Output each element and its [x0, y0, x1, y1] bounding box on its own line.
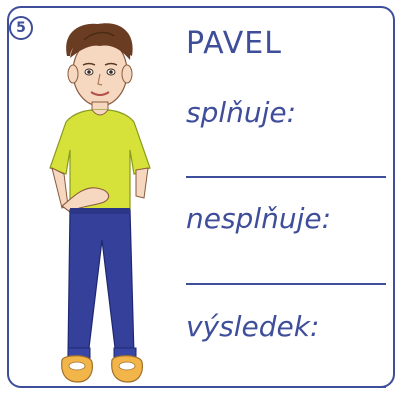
pupil-name: PAVEL	[186, 26, 282, 61]
label-meets: splňuje:	[186, 96, 297, 129]
answer-line-meets[interactable]	[186, 176, 386, 178]
number-badge-text: 5	[16, 20, 26, 36]
boy-illustration	[40, 10, 180, 390]
number-badge	[9, 16, 33, 40]
label-not-meets: nesplňuje:	[186, 202, 332, 235]
answer-line-not-meets[interactable]	[186, 283, 386, 285]
answer-line-result[interactable]	[186, 386, 386, 388]
label-result: výsledek:	[186, 310, 320, 343]
